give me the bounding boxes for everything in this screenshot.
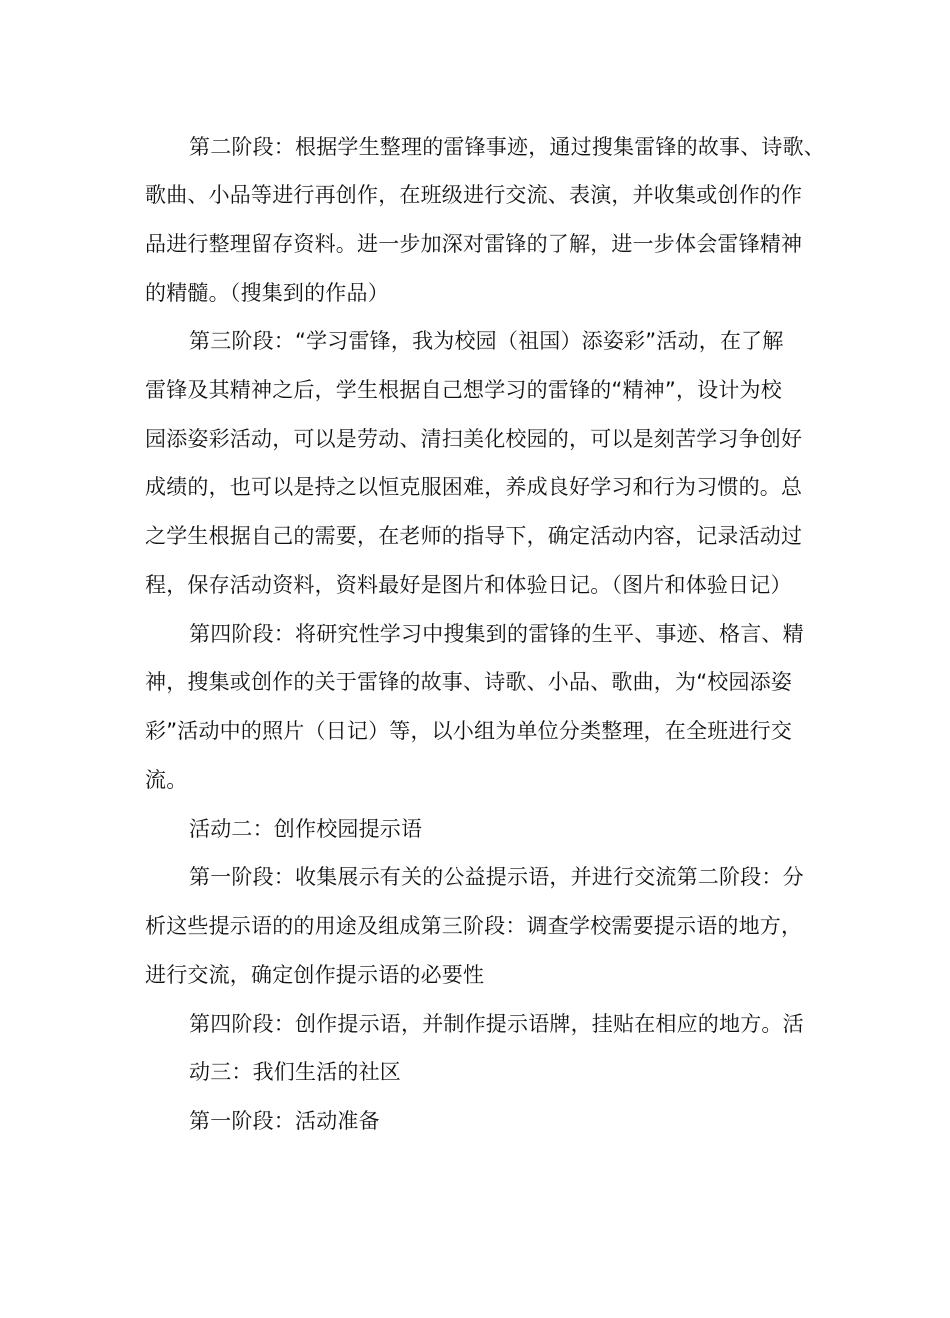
paragraph-stage3-line2: 雷锋及其精神之后，学生根据自己想学习的雷锋的“精神”，设计为校: [145, 378, 782, 402]
paragraph-stage3-line3: 园添姿彩活动，可以是劳动、清扫美化校园的，可以是刻苦学习争创好: [145, 427, 803, 451]
paragraph-activity2-stage4-line2: 动三：我们生活的社区: [189, 1060, 401, 1084]
paragraph-stage2-line4: 的精髓。（搜集到的作品）: [145, 281, 389, 305]
paragraph-activity2-stage4-line1: 第四阶段：创作提示语，并制作提示语牌，挂贴在相应的地方。活: [189, 1012, 804, 1036]
paragraph-stage4-line1: 第四阶段：将研究性学习中搜集到的雷锋的生平、事迹、格言、精: [189, 622, 804, 646]
paragraph-stage4-line3: 彩”活动中的照片（日记）等，以小组为单位分类整理，在全班进行交: [145, 719, 793, 743]
paragraph-stage3-line4: 成绩的，也可以是持之以恒克服困难，养成良好学习和行为习惯的。总: [145, 475, 803, 499]
paragraph-stage2-line2: 歌曲、小品等进行再创作，在班级进行交流、表演，并收集或创作的作: [145, 183, 803, 207]
paragraph-stage2-line1: 第二阶段：根据学生整理的雷锋事迹，通过搜集雷锋的故事、诗歌、: [189, 135, 825, 159]
paragraph-activity2-line3: 进行交流，确定创作提示语的必要性: [145, 963, 485, 987]
paragraph-stage2-line3: 品进行整理留存资料。进一步加深对雷锋的了解，进一步体会雷锋精神: [145, 232, 803, 256]
paragraph-stage3-line1: 第三阶段：“学习雷锋，我为校园（祖国）添姿彩”活动，在了解: [189, 329, 784, 353]
paragraph-stage4-line4: 流。: [145, 768, 188, 792]
paragraph-stage3-line6: 程，保存活动资料，资料最好是图片和体验日记。（图片和体验日记）: [145, 573, 792, 597]
activity3-stage1-line: 第一阶段：活动准备: [189, 1109, 380, 1133]
paragraph-activity2-line2: 析这些提示语的的用途及组成第三阶段：调查学校需要提示语的地方，: [145, 914, 803, 938]
paragraph-stage4-line2: 神，搜集或创作的关于雷锋的故事、诗歌、小品、歌曲，为“校园添姿: [145, 670, 793, 694]
activity2-heading: 活动二：创作校园提示语: [189, 817, 423, 841]
paragraph-stage3-line5: 之学生根据自己的需要，在老师的指导下，确定活动内容，记录活动过: [145, 524, 803, 548]
paragraph-activity2-line1: 第一阶段：收集展示有关的公益提示语，并进行交流第二阶段：分: [189, 865, 804, 889]
